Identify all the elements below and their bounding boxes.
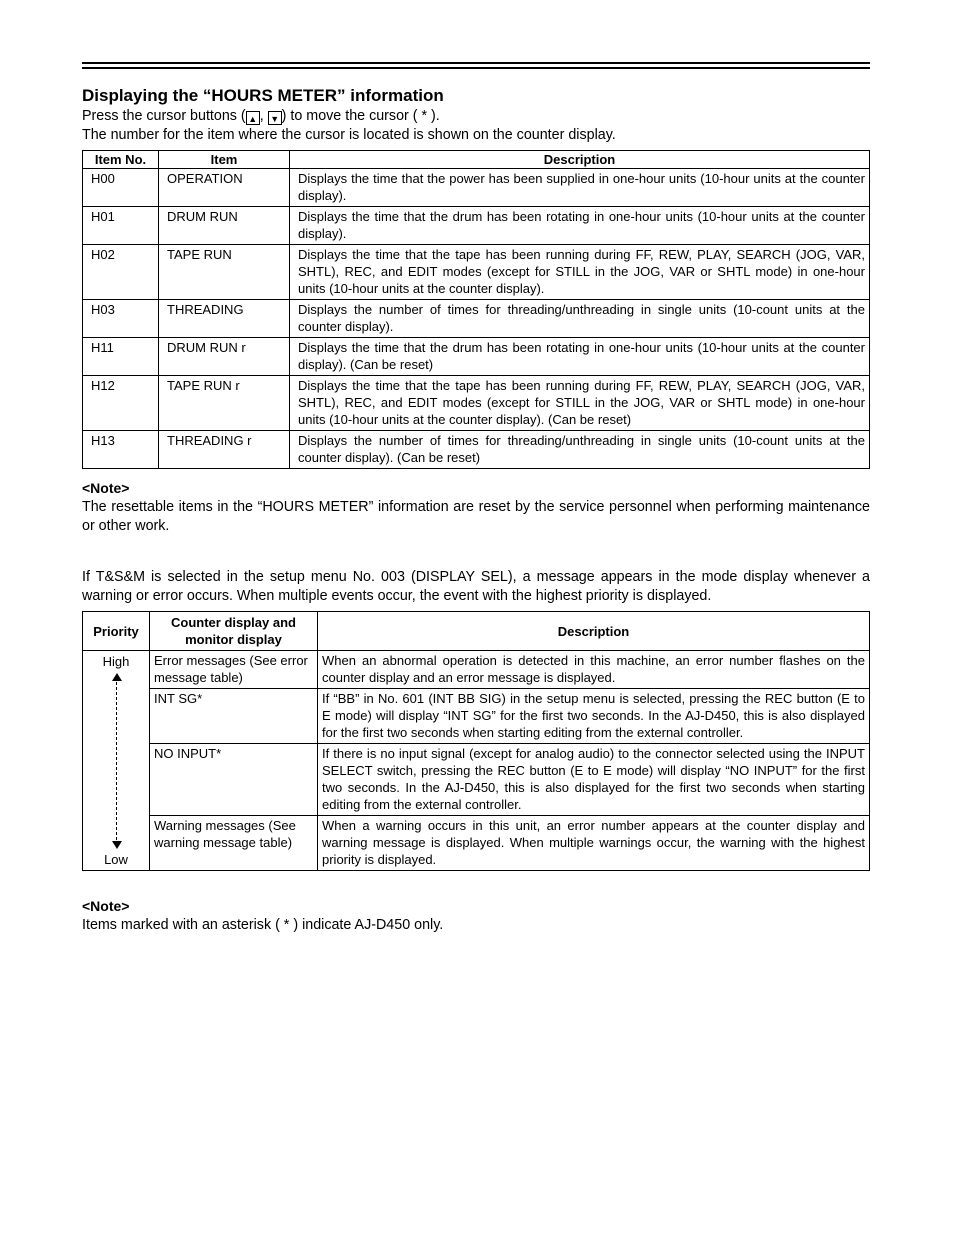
cell-item-no: H00 xyxy=(83,169,159,207)
hours-meter-table xyxy=(82,150,870,469)
table-header-row xyxy=(83,612,870,651)
note-heading-1: <Note> xyxy=(82,480,130,496)
intro-text-end: ) to move the cursor ( * ). xyxy=(281,108,440,124)
cell-item: OPERATION xyxy=(159,169,290,207)
priority-low-label: Low xyxy=(104,852,128,867)
arrow-down-icon xyxy=(112,841,122,849)
up-triangle-icon: ▲ xyxy=(246,111,260,125)
cell-display-message: INT SG* xyxy=(150,689,318,744)
table-row xyxy=(83,744,870,816)
intro-line-2: The number for the item where the cursor is located is shown on the counter display. xyxy=(82,127,616,143)
arrow-up-icon xyxy=(112,673,122,681)
cell-description: Displays the time that the drum has been rotating in one-hour units (10-hour units at the counter display). xyxy=(290,207,870,245)
cell-description: Displays the time that the tape has been running during FF, REW, PLAY, SEARCH (JOG, VAR, SHTL), REC, and EDIT modes (except for STILL in the JOG, VAR or SHTL mode) in one-hour units (10-hour units at the counter display). xyxy=(290,245,870,300)
note-heading-2: <Note> xyxy=(82,898,130,914)
priority-dashed-line xyxy=(116,682,117,840)
priority-scale xyxy=(83,651,150,871)
cell-item: DRUM RUN xyxy=(159,207,290,245)
table-row xyxy=(83,816,870,871)
col-header-description: Description xyxy=(318,612,870,651)
cell-description: Displays the number of times for threading/unthreading in single units (10-count units at the counter display). (Can be reset) xyxy=(290,431,870,469)
col-header-item-no: Item No. xyxy=(83,151,159,169)
cell-item-no: H13 xyxy=(83,431,159,469)
table-row xyxy=(83,431,870,469)
cell-description: Displays the time that the tape has been running during FF, REW, PLAY, SEARCH (JOG, VAR, SHTL), REC, and EDIT modes (except for STILL in the JOG, VAR or SHTL mode) in one-hour units (10-hour units at the counter display). (Can be reset) xyxy=(290,376,870,431)
cell-item-no: H12 xyxy=(83,376,159,431)
col-header-item: Item xyxy=(159,151,290,169)
cell-item: TAPE RUN xyxy=(159,245,290,300)
note-text-1: The resettable items in the “HOURS METER” information are reset by the service personnel when performing maintenance or other work. xyxy=(82,499,870,534)
intro-line-1 xyxy=(82,107,870,126)
table-row xyxy=(83,376,870,431)
intro-sep: , xyxy=(259,108,268,124)
table-row xyxy=(83,207,870,245)
note-text-2: Items marked with an asterisk ( * ) indicate AJ-D450 only. xyxy=(82,917,444,933)
cell-item: DRUM RUN r xyxy=(159,338,290,376)
cell-item: TAPE RUN r xyxy=(159,376,290,431)
table-row xyxy=(83,651,870,689)
cell-item: THREADING r xyxy=(159,431,290,469)
cell-item: THREADING xyxy=(159,300,290,338)
cell-display-message: Warning messages (See warning message table) xyxy=(150,816,318,871)
cell-description: If there is no input signal (except for analog audio) to the connector selected using the INPUT SELECT switch, pressing the REC button (E to E mode) will display “NO INPUT” for the first two seconds. In the AJ-D450, this is also displayed for the first two seconds when starting editing from the external controller. xyxy=(318,744,870,816)
col-header-description: Description xyxy=(290,151,870,169)
col-header-counter-display: Counter display and monitor display xyxy=(150,612,318,651)
priority-table xyxy=(82,611,870,871)
table-row xyxy=(83,338,870,376)
cell-description: Displays the time that the power has been supplied in one-hour units (10-hour units at the counter display). xyxy=(290,169,870,207)
table-row xyxy=(83,300,870,338)
cell-description: Displays the number of times for threading/unthreading in single units (10-count units at the counter display). xyxy=(290,300,870,338)
cell-display-message: Error messages (See error message table) xyxy=(150,651,318,689)
cell-item-no: H03 xyxy=(83,300,159,338)
down-triangle-icon: ▼ xyxy=(268,111,282,125)
table-header-row xyxy=(83,151,870,169)
cell-description: Displays the time that the drum has been rotating in one-hour units (10-hour units at the counter display). (Can be reset) xyxy=(290,338,870,376)
intro-text: Press the cursor buttons ( xyxy=(82,108,246,124)
col-header-priority: Priority xyxy=(83,612,150,651)
ts-paragraph: If T&S&M is selected in the setup menu No. 003 (DISPLAY SEL), a message appears in the mode display whenever a warning or error occurs. When multiple events occur, the event with the highest priority is displayed. xyxy=(82,569,870,604)
table-row xyxy=(83,169,870,207)
table-row xyxy=(83,689,870,744)
top-rule-thin xyxy=(82,67,870,69)
cell-description: When a warning occurs in this unit, an error number appears at the counter display and warning message is displayed. When multiple warnings occur, the warning with the highest priority is displayed. xyxy=(318,816,870,871)
priority-high-label: High xyxy=(102,654,130,669)
table-row xyxy=(83,245,870,300)
cell-item-no: H02 xyxy=(83,245,159,300)
cell-item-no: H01 xyxy=(83,207,159,245)
top-rule xyxy=(82,62,870,64)
cell-display-message: NO INPUT* xyxy=(150,744,318,816)
cell-item-no: H11 xyxy=(83,338,159,376)
cell-description: If “BB” in No. 601 (INT BB SIG) in the setup menu is selected, pressing the REC button (E to E mode) will display “INT SG” for the first two seconds. In the AJ-D450, this is also displayed for the first two seconds when starting editing from the external controller. xyxy=(318,689,870,744)
cell-description: When an abnormal operation is detected in this machine, an error number flashes on the counter display and an error message is displayed. xyxy=(318,651,870,689)
section-title: Displaying the “HOURS METER” information xyxy=(82,86,444,105)
